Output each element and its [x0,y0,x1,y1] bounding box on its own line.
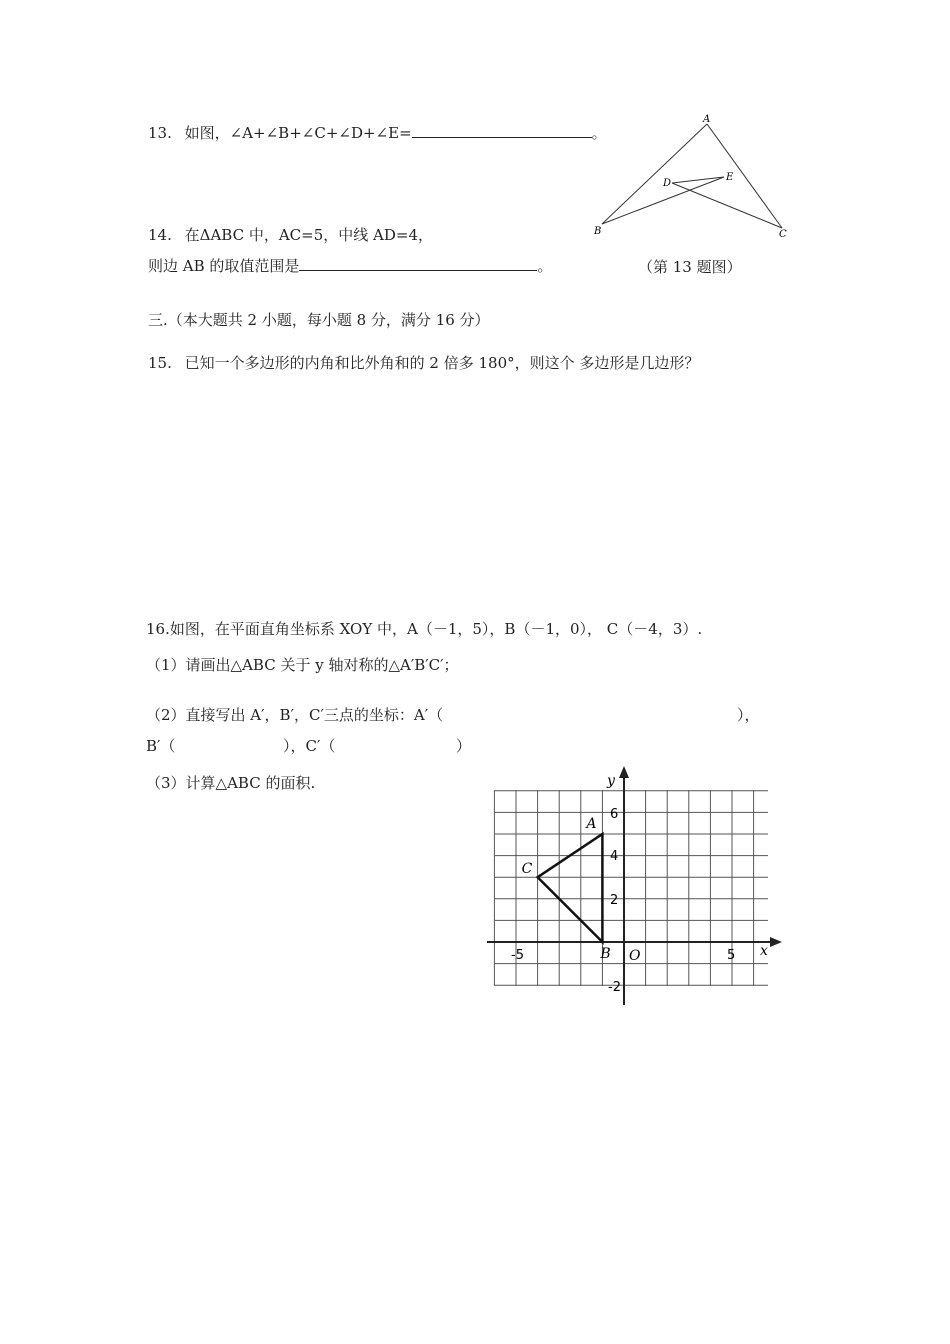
label-e: E [726,172,734,183]
part-2-a-close: ）， [737,706,760,724]
question-13-end: 。 [591,124,607,142]
answer-blank-14[interactable] [299,256,537,271]
triangle-abc-outline [538,834,603,942]
x-axis-label: x [760,943,768,959]
part-2-b-close: ） [456,737,472,755]
question-14-line-2 [148,256,552,276]
coordinate-grid [487,765,782,1005]
question-15-text: 已知一个多边形的内角和比外角和的 2 倍多 180°，则这个 多边形是几边形？ [184,354,700,372]
question-14-line-1 [148,225,433,245]
question-16-part-1: （1）请画出△ABC 关于 y 轴对称的△A′B′C′； [146,656,459,674]
question-14-text-1: 在ΔABC 中，AC=5，中线 AD=4， [184,226,434,244]
y-tick-4: 4 [610,849,619,864]
part-2-a-text: （2）直接写出 A′，B′，C′三点的坐标：A′（ [146,706,444,724]
answer-blank-13[interactable] [412,123,592,138]
question-13-text: 如图，∠A+∠B+∠C+∠D+∠E= [184,124,412,142]
y-tick-6: 6 [610,807,619,822]
question-16-part-2-a [146,705,443,725]
section-3-heading: 三.（本大题共 2 小题，每小题 8 分，满分 16 分） [148,311,490,329]
figure-13 [590,112,790,242]
label-b: B [594,226,602,237]
triangle-abc [522,816,611,962]
part-2-b-open: B′（ [146,737,176,755]
part-2-b-middle: ），C′（ [283,737,336,755]
label-c: C [779,229,787,240]
question-14-number: 14. [148,226,172,244]
question-13 [148,123,607,143]
x-tick-neg5: -5 [511,948,524,963]
question-13-number: 13. [148,124,172,142]
origin-label: O [629,948,641,964]
y-axis-label: y [607,773,615,789]
question-14-end: 。 [537,257,553,275]
x-tick-5: 5 [727,948,736,963]
point-label-b: B [600,946,611,962]
question-15 [148,353,699,373]
question-16-part-2-b [146,736,175,756]
question-15-number: 15. [148,354,172,372]
question-14-text-2: 则边 AB 的取值范围是 [148,257,300,275]
y-tick-neg2: -2 [608,980,621,995]
point-label-a: A [586,816,597,832]
x-axis-arrow [770,937,782,947]
label-a: A [703,114,711,125]
question-16-part-3: （3）计算△ABC 的面积. [146,774,316,792]
segment-ab [602,124,707,224]
axes [487,766,782,1005]
point-label-c: C [521,861,533,878]
question-16-intro: 16.如图，在平面直角坐标系 XOY 中，A（－1，5），B（－1，0）， C（－4，3）. [146,620,703,638]
label-d: D [663,178,672,189]
y-axis-arrow [619,766,629,778]
y-tick-2: 2 [610,893,619,908]
figure-13-caption: （第 13 题图） [638,258,742,276]
